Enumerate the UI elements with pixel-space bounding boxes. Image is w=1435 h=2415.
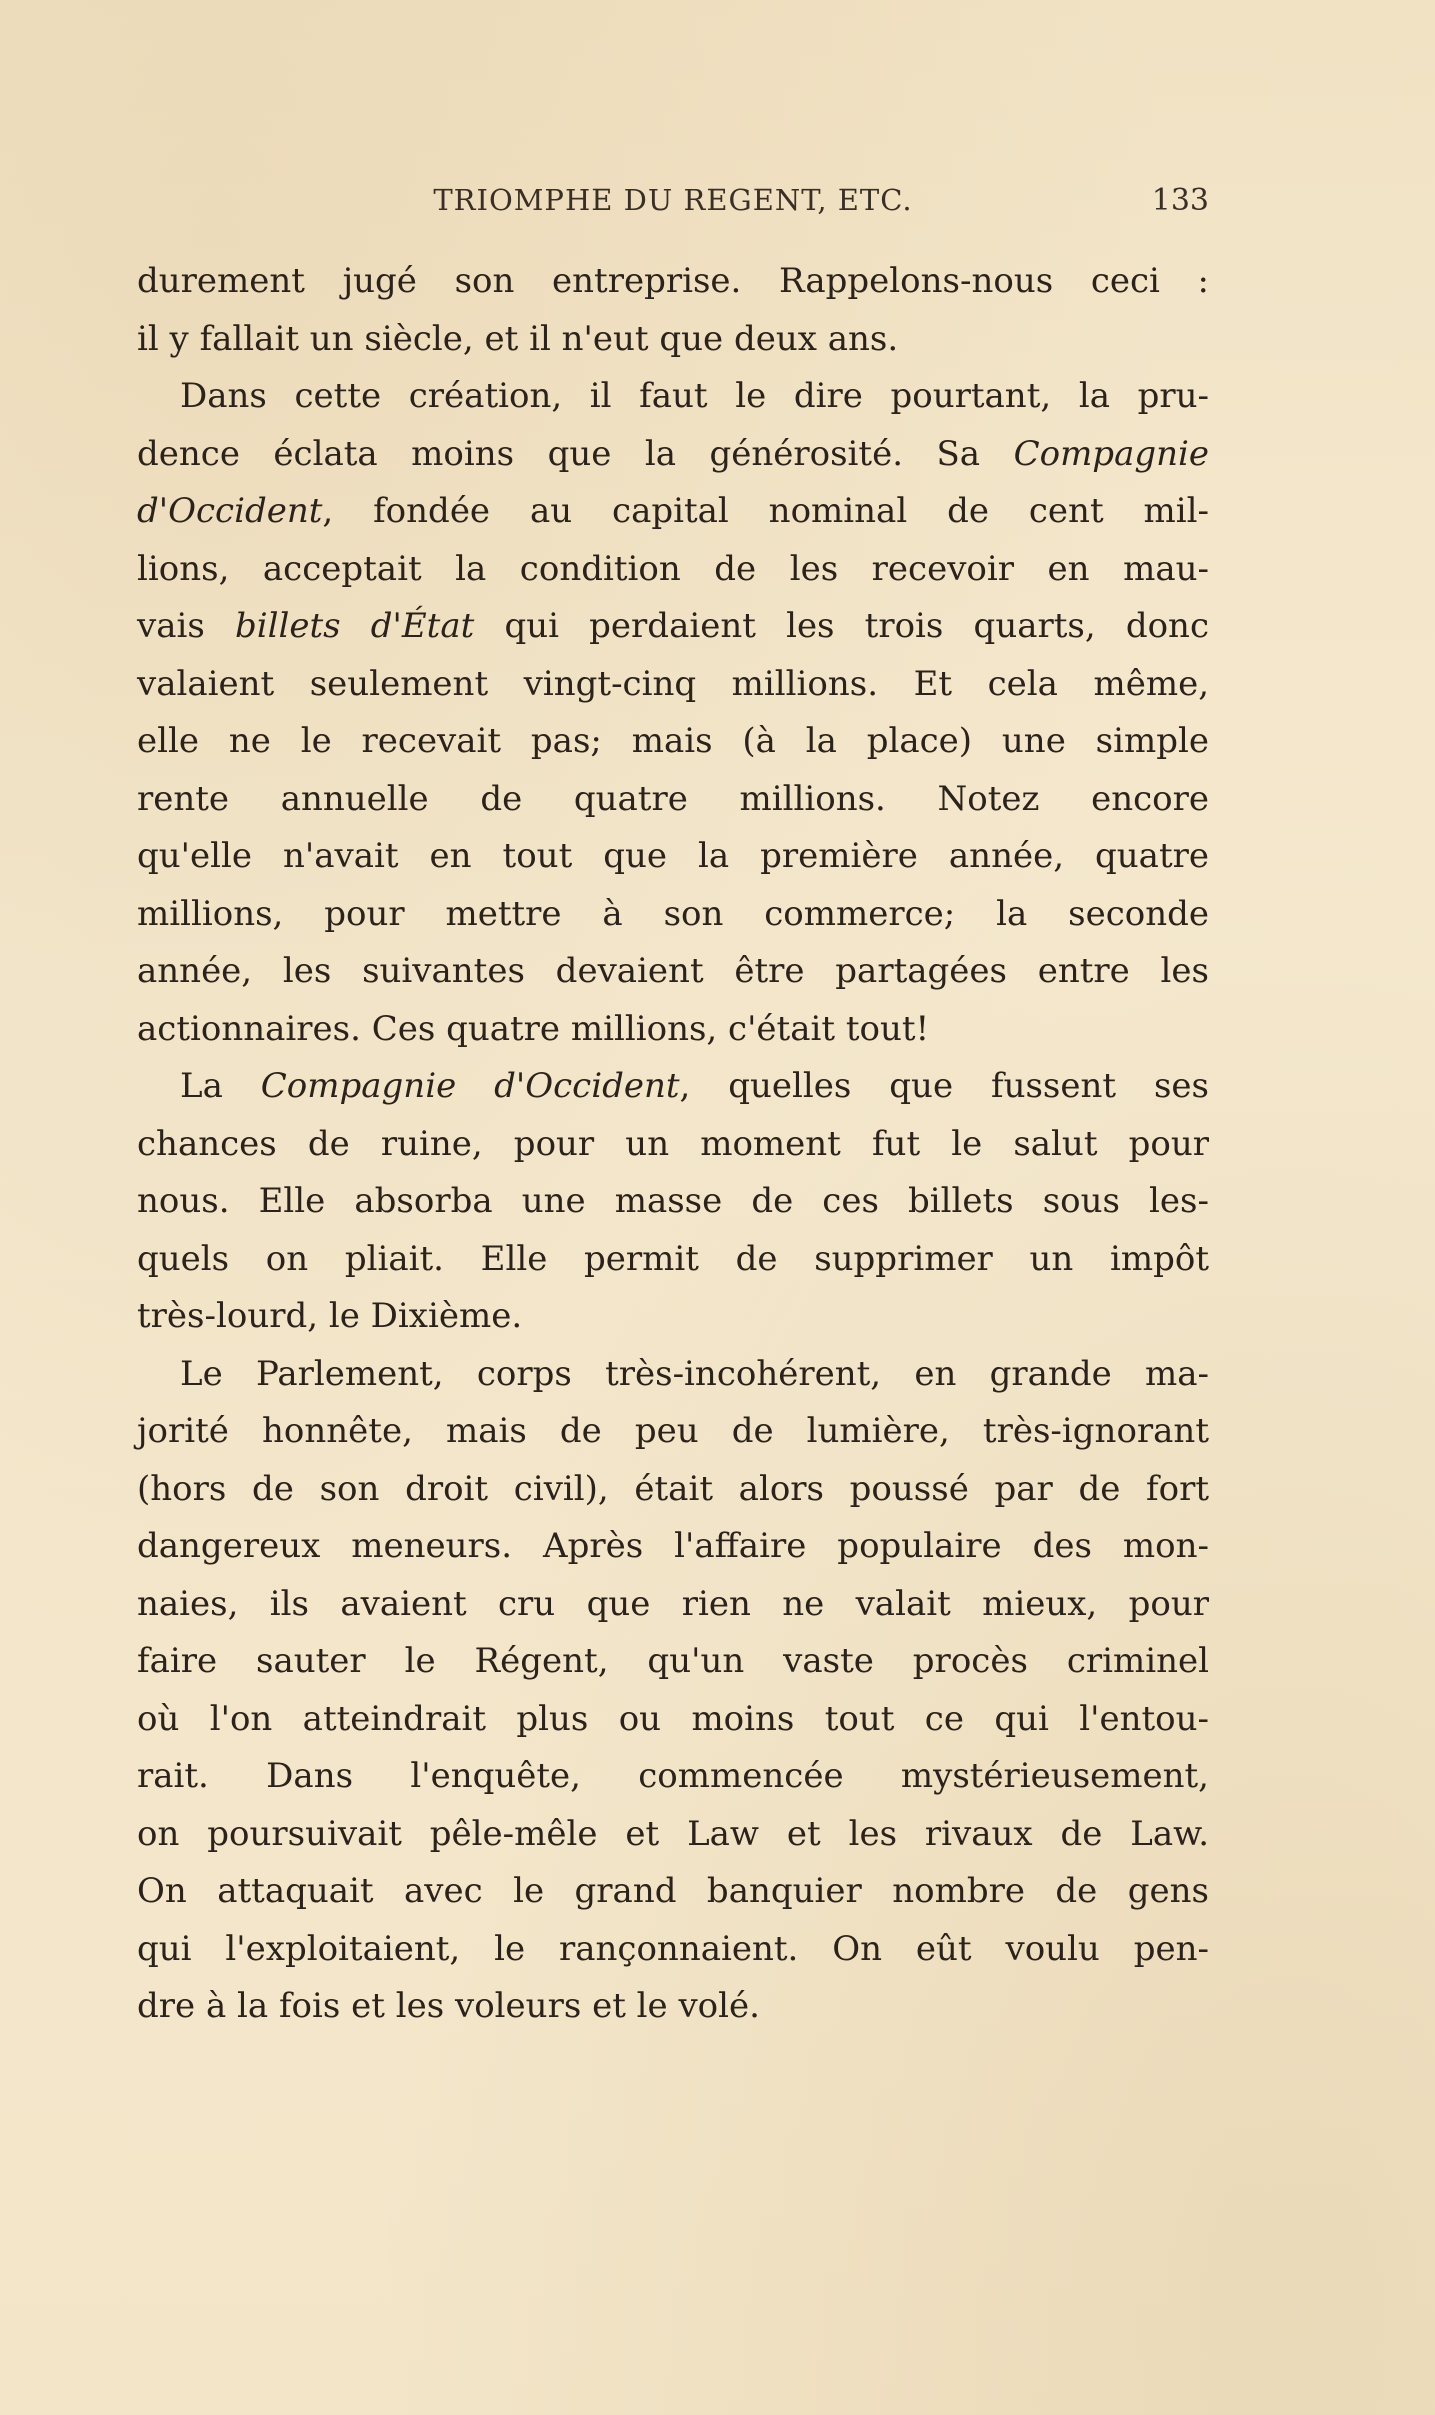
body-text (137, 253, 1209, 2036)
text-line: durement jugé son entreprise. Rappelons-nous ceci : (137, 261, 1209, 301)
text-line: rente annuelle de quatre millions. Notez encore (137, 778, 1209, 819)
text-line: dre à la fois et les voleurs et le volé. (137, 1986, 760, 2026)
text-line: qui l'exploitaient, le rançonnaient. On eût voulu pen- (137, 1928, 1209, 1969)
text-line: elle ne le recevait pas; mais (à la place) une simple (137, 721, 1209, 761)
text-line: rait. Dans l'enquête, commencée mystérieusement, (137, 1756, 1209, 1796)
text-span: La (180, 1066, 261, 1106)
text-line (137, 483, 1209, 541)
text-line: année, les suivantes devaient être partagées entre les (137, 951, 1209, 991)
page-number: 133 (1151, 183, 1209, 218)
text-line (137, 426, 1209, 484)
text-span: , quelles que fussent ses (679, 1066, 1209, 1106)
text-span: , fondée au capital nominal de cent mil- (322, 491, 1209, 531)
paragraph-start-line: Dans cette création, il faut le dire pourtant, la pru- (180, 376, 1209, 416)
text-line: millions, pour mettre à son commerce; la seconde (137, 893, 1209, 934)
text-line: on poursuivait pêle-mêle et Law et les rivaux de Law. (137, 1813, 1209, 1854)
text-line: chances de ruine, pour un moment fut le salut pour (137, 1123, 1209, 1164)
text-line: naies, ils avaient cru que rien ne valait mieux, pour (137, 1583, 1209, 1624)
running-head-title: TRIOMPHE DU REGENT, ETC. (433, 183, 913, 217)
italic-term: billets d'État (234, 606, 475, 646)
italic-title: Compagnie (1013, 433, 1209, 474)
text-line: dangereux meneurs. Après l'affaire populaire des mon- (137, 1526, 1209, 1566)
text-span: vais (137, 606, 235, 646)
text-line: jorité honnête, mais de peu de lumière, très-ignorant (137, 1411, 1209, 1451)
running-head (137, 183, 1209, 229)
text-line: lions, acceptait la condition de les recevoir en mau- (137, 548, 1209, 589)
paragraph-start-line (137, 1058, 1209, 1116)
italic-title: Compagnie d'Occident (260, 1066, 680, 1106)
italic-title: d'Occident (137, 491, 323, 531)
text-line: faire sauter le Régent, qu'un vaste procès criminel (137, 1641, 1209, 1681)
text-line: qu'elle n'avait en tout que la première année, quatre (137, 836, 1209, 876)
text-line: nous. Elle absorba une masse de ces billets sous les- (137, 1181, 1209, 1221)
text-span: dence éclata moins que la générosité. Sa (137, 433, 1014, 474)
text-line: quels on pliait. Elle permit de supprimer un impôt (137, 1238, 1209, 1279)
paragraph-start-line: Le Parlement, corps très-incohérent, en grande ma- (180, 1353, 1209, 1394)
text-span: qui perdaient les trois quarts, donc (474, 606, 1209, 646)
text-line: actionnaires. Ces quatre millions, c'était tout! (137, 1008, 930, 1049)
text-line: très-lourd, le Dixième. (137, 1296, 523, 1336)
text-line (137, 598, 1209, 656)
text-line: valaient seulement vingt-cinq millions. Et cela même, (137, 663, 1209, 704)
text-line: On attaquait avec le grand banquier nombre de gens (137, 1871, 1209, 1911)
text-line: il y fallait un siècle, et il n'eut que deux ans. (137, 318, 899, 359)
text-line: où l'on atteindrait plus ou moins tout ce qui l'entou- (137, 1698, 1209, 1739)
text-line: (hors de son droit civil), était alors poussé par de fort (137, 1468, 1209, 1509)
